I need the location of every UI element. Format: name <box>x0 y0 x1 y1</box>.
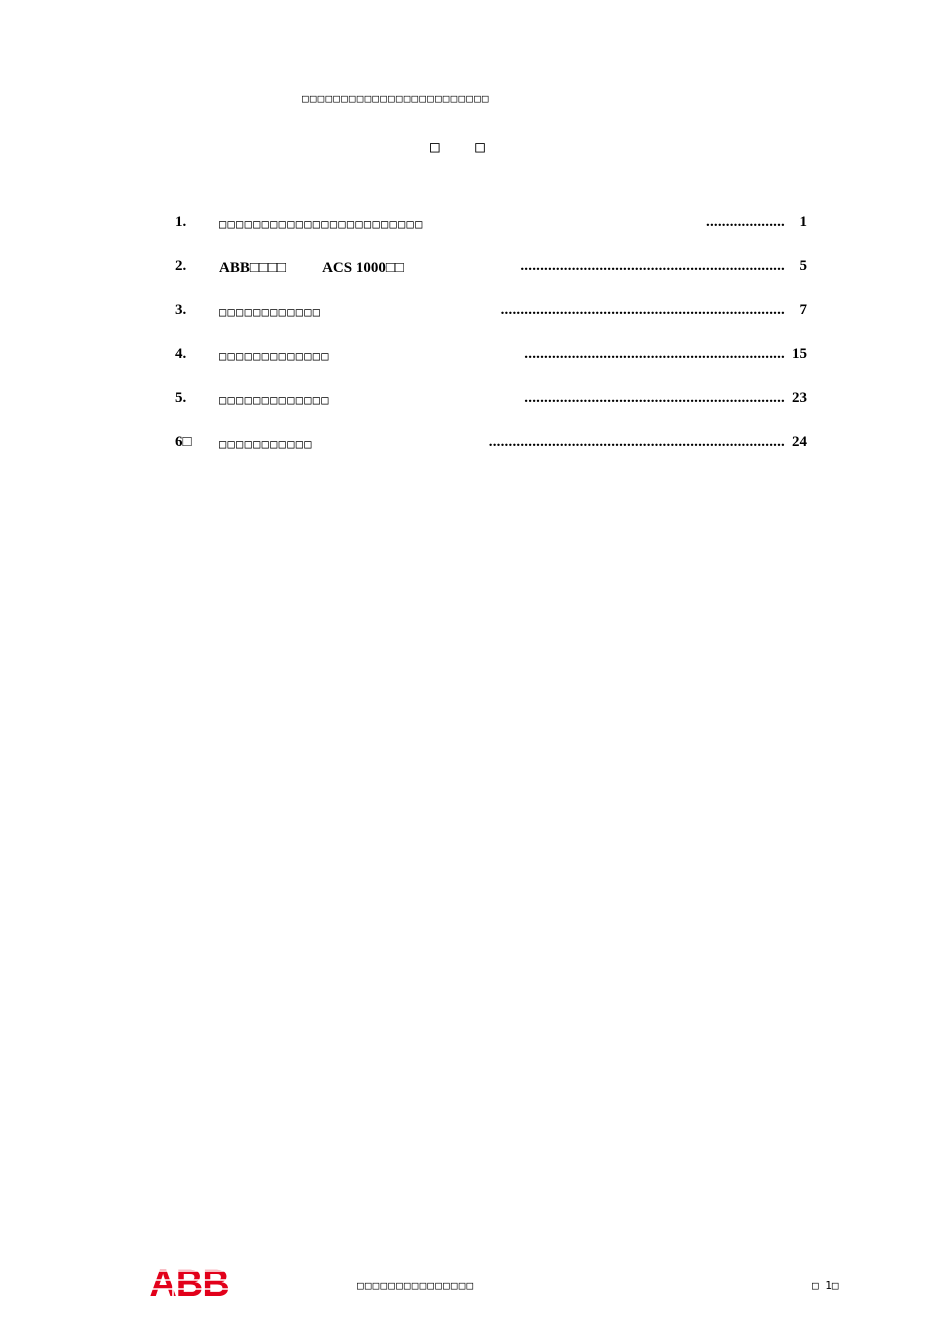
toc-entry-dots: ................................................................... <box>520 258 785 274</box>
toc-entry-text: □□□□□□□□□□□□ <box>219 305 322 319</box>
toc-entry-number: 3. <box>175 302 187 318</box>
toc-entry-3[interactable] <box>175 302 807 324</box>
toc-entry-page: 7 <box>799 302 807 318</box>
toc-entry-text <box>219 258 404 278</box>
page-number: □ 1□ <box>812 1279 839 1292</box>
toc-entry-dots: .................... <box>706 214 785 230</box>
toc-entry-2[interactable] <box>175 258 807 280</box>
abb-logo-icon <box>142 1258 236 1304</box>
toc-entry-page: 15 <box>792 346 807 362</box>
footer-text: □□□□□□□□□□□□□□□ <box>357 1279 475 1292</box>
toc-entry-page: 1 <box>799 214 807 230</box>
toc-entry-dots: ........................................................................ <box>500 302 785 318</box>
toc-entry-text-part-b: ACS 1000□□ <box>322 260 404 276</box>
toc-entry-dots: .................................................................. <box>524 390 785 406</box>
toc-entry-text: □□□□□□□□□□□ <box>219 437 313 451</box>
toc-entry-dots: .................................................................. <box>524 346 785 362</box>
abb-logo <box>142 1258 236 1304</box>
toc-entry-1[interactable] <box>175 214 807 236</box>
toc-entry-page: 24 <box>792 434 807 450</box>
toc-entry-5[interactable] <box>175 390 807 412</box>
svg-text:ABB: ABB <box>149 1263 229 1304</box>
toc-entry-number: 2. <box>175 258 187 274</box>
toc-entry-text-part-a: ABB□□□□ <box>219 260 287 276</box>
toc-entry-text: □□□□□□□□□□□□□ <box>219 393 330 407</box>
toc-entry-6[interactable] <box>175 434 807 456</box>
toc-entry-4[interactable] <box>175 346 807 368</box>
toc-entry-page: 5 <box>799 258 807 274</box>
toc-entry-number: 6□ <box>175 434 192 450</box>
toc-entry-text: □□□□□□□□□□□□□ <box>219 349 330 363</box>
toc-entry-number: 5. <box>175 390 187 406</box>
toc-entry-page: 23 <box>792 390 807 406</box>
toc-title: □ □ <box>430 137 485 156</box>
toc-entry-number: 1. <box>175 214 187 230</box>
toc-entry-dots: ........................................................................... <box>488 434 785 450</box>
toc-entry-text: □□□□□□□□□□□□□□□□□□□□□□□□ <box>219 217 424 231</box>
toc-entry-number: 4. <box>175 346 187 362</box>
document-header: □□□□□□□□□□□□□□□□□□□□□□□□ <box>302 92 490 105</box>
